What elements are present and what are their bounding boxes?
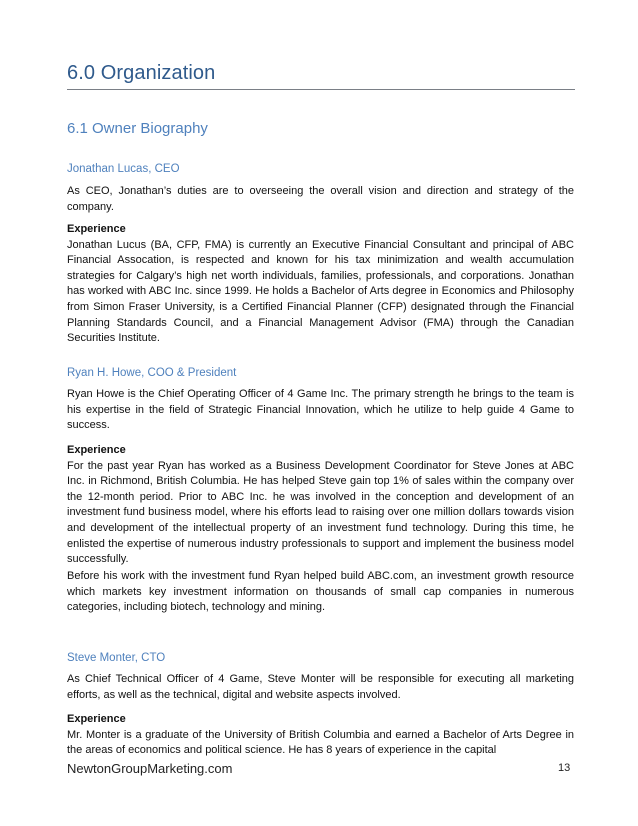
experience-block-cto bbox=[67, 712, 574, 759]
subsection-title: 6.1 Owner Biography bbox=[67, 120, 208, 137]
experience-block-ceo bbox=[67, 222, 574, 347]
person-name-cto: Steve Monter, CTO bbox=[67, 652, 166, 664]
person-intro-coo: Ryan Howe is the Chief Operating Officer of 4 Game Inc. The primary strength he brings to the team is his expertise in the field of Strategic Financial Innovation, which he utilize to help guide 4 Game to success. bbox=[67, 388, 574, 432]
experience-text: Mr. Monter is a graduate of the University of British Columbia and earned a Bachelor of Arts Degree in the areas of economics and political science. He has 8 years of experience in the capital bbox=[67, 728, 574, 757]
person-name-ceo: Jonathan Lucas, CEO bbox=[67, 163, 180, 175]
page-number: 13 bbox=[558, 762, 571, 774]
experience-heading: Experience bbox=[67, 713, 126, 725]
experience-text: For the past year Ryan has worked as a Business Development Coordinator for Steve Jones at ABC Inc. in Richmond, British Columbia. He has helped Steve gain top 1% of sales within the company over the 12-month period. Prior to ABC Inc. he was involved in the conception and development of an investment fund business model, where his efforts lead to raising over one million dollars towards vision and development of the intellectual property of an investment fund technology. During this time, he enlisted the expertise of numerous industry professionals to support and implement the business model successfully. bbox=[67, 459, 574, 566]
footer-site: NewtonGroupMarketing.com bbox=[67, 761, 233, 776]
experience-block-coo bbox=[67, 443, 574, 568]
person-extra-coo: Before his work with the investment fund Ryan helped build ABC.com, an investment growth resource which markets key investment information on thousands of small cap companies in numerous categories, including biotech, technology and mining. bbox=[67, 570, 574, 614]
experience-text: Jonathan Lucus (BA, CFP, FMA) is currently an Executive Financial Consultant and principal of ABC Financial Assocation, is respected and known for his tax minimization and wealth accumulation strategies for Calgary’s high net worth individuals, families, professionals, and corporations. Jonathan has worked with ABC Inc. since 1999. He holds a Bachelor of Arts degree in Economics and Philosophy from Simon Fraser University, is a Certified Financial Planner (CFP) designated through the Financial Planning Standards Council, and a Financial Management Advisor (FMA) through the Canadian Securities Institute. bbox=[67, 238, 574, 345]
person-intro-ceo: As CEO, Jonathan’s duties are to overseeing the overall vision and direction and strategy of the company. bbox=[67, 185, 574, 213]
person-name-coo: Ryan H. Howe, COO & President bbox=[67, 367, 237, 379]
section-title: 6.0 Organization bbox=[67, 62, 575, 90]
experience-heading: Experience bbox=[67, 444, 126, 456]
experience-heading: Experience bbox=[67, 223, 126, 235]
person-intro-cto: As Chief Technical Officer of 4 Game, Steve Monter will be responsible for executing all marketing efforts, as well as the technical, digital and website aspects involved. bbox=[67, 673, 574, 701]
